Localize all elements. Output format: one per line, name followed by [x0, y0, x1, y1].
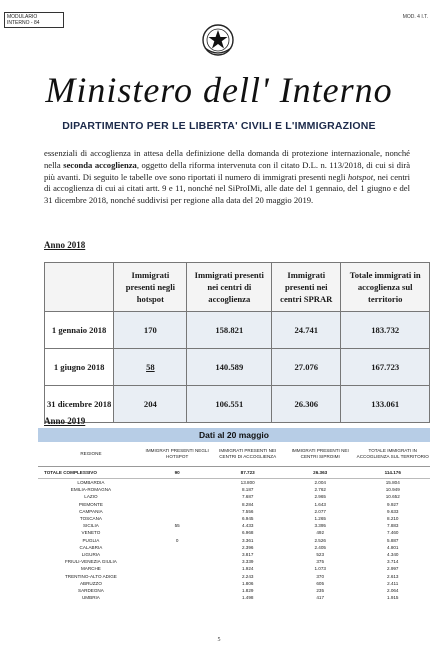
region-name: UMBRIA	[81, 595, 100, 601]
cell	[144, 551, 211, 558]
cell: 183.732	[341, 312, 430, 349]
cell: 133.061	[341, 386, 430, 423]
cell: 2.997	[386, 566, 399, 572]
table-row	[38, 522, 430, 529]
paragraph-part-2: , oggetto della riforma intervenuta con il citato D.L. n. 113/2018, di cui si dirà più avanti. Di seguito le tabelle ove sono riportati il numero di immigrati presenti negli	[44, 159, 411, 182]
cell	[144, 486, 211, 493]
region-name: LOMBARDIA	[77, 480, 105, 485]
region-name: LAZIO	[84, 494, 98, 500]
region-name: PUGLIA	[82, 537, 100, 543]
cell: 24.741	[272, 312, 341, 349]
table-row	[45, 312, 430, 349]
cell: 375	[316, 559, 325, 565]
table-header-row	[45, 263, 430, 312]
table-row	[38, 580, 430, 587]
cell: 15.804	[385, 480, 400, 485]
table-row	[38, 493, 430, 500]
table-row	[38, 587, 430, 594]
cell	[144, 493, 211, 500]
date-banner: Dati al 20 maggio	[38, 428, 430, 442]
table-row	[38, 565, 430, 572]
region-name: VENETO	[81, 530, 101, 536]
cell: 8.187	[241, 487, 254, 493]
cell	[144, 515, 211, 522]
cell: 7.883	[386, 523, 399, 529]
cell: 6.968	[241, 530, 254, 536]
stamp-line-1: MODULARIO	[7, 14, 38, 20]
table-row	[38, 537, 430, 544]
header-cell: TOTALE IMMIGRATI IN ACCOGLIENZA SUL TERRITORIO	[355, 442, 430, 467]
row-date: 1 giugno 2018	[45, 349, 114, 386]
region-name: SARDEGNA	[78, 588, 104, 594]
stamp-line-2: INTERNO - 84	[7, 20, 40, 26]
heading-2018: Anno 2018	[44, 240, 86, 250]
cell: 7.460	[386, 530, 399, 536]
cell: 2.405	[314, 544, 326, 550]
table-row	[38, 558, 430, 565]
region-name: FRIULI-VENEZIA GIULIA	[65, 559, 117, 565]
cell	[144, 587, 211, 594]
region-name: CAMPANIA	[79, 508, 103, 514]
cell: 87.723	[210, 467, 284, 479]
header-cell: Immigrati presenti negli hotspot	[114, 263, 187, 312]
cell: 0	[175, 537, 179, 543]
region-name: TOSCANA	[79, 516, 102, 522]
cell: 106.551	[187, 386, 272, 423]
cell: 2.004	[314, 480, 326, 485]
cell: 235	[316, 588, 325, 594]
table-2018	[44, 262, 430, 423]
cell: 114.176	[355, 467, 430, 479]
cell: 1.915	[386, 595, 399, 601]
cell: 1.924	[241, 566, 254, 572]
cell: 13.800	[240, 480, 255, 485]
table-row	[45, 349, 430, 386]
cell	[144, 501, 211, 508]
cell: 26.363	[285, 467, 356, 479]
table-row	[38, 508, 430, 515]
republic-emblem-icon	[200, 22, 236, 58]
cell	[144, 529, 211, 536]
row-date: 31 dicembre 2018	[45, 386, 114, 423]
cell: 90	[144, 467, 211, 479]
cell: 492	[316, 530, 325, 536]
cell: 1.806	[241, 580, 254, 586]
row-date: 1 gennaio 2018	[45, 312, 114, 349]
cell: 140.589	[187, 349, 272, 386]
cell	[144, 594, 211, 601]
cell: 10.949	[385, 487, 400, 493]
cell: 55	[174, 523, 180, 529]
cell: 7.556	[241, 508, 254, 514]
cell: 1.829	[241, 588, 254, 594]
table-row	[38, 544, 430, 551]
table-row	[38, 529, 430, 536]
cell: 370	[316, 573, 325, 579]
cell: 2.411	[387, 580, 399, 586]
table-row	[38, 594, 430, 601]
cell: 4.433	[241, 523, 254, 529]
cell: 9.927	[386, 501, 399, 507]
document-stamp	[4, 12, 64, 28]
cell	[144, 565, 211, 572]
paragraph-part-3: , nei centri di accoglienza di cui ai citati artt. 9 e 11, nonché nel SiProIMi, alle date del 1 gennaio, del 1 giugno e del 31 dicembre 2018, nonché suddivisi per regione alla data del 20 maggio 2019.	[44, 171, 410, 206]
cell: 3.361	[241, 537, 254, 543]
cell: 7.687	[241, 494, 254, 500]
table-2019	[38, 442, 430, 601]
body-paragraph	[44, 148, 410, 207]
region-name: SICILIA	[83, 523, 99, 529]
cell: 8.284	[241, 501, 254, 507]
module-reference: MOD. 4 I.T.	[402, 14, 428, 20]
region-name: CALABRIA	[79, 544, 103, 550]
header-cell: Totale immigrati in accoglienza sul territorio	[341, 263, 430, 312]
cell: 3.339	[241, 559, 254, 565]
header-cell: IMMIGRATI PRESENTI NEI CENTRI SIPROIMI	[285, 442, 356, 467]
table-row	[38, 501, 430, 508]
total-row	[38, 467, 430, 479]
cell: 605	[316, 580, 325, 586]
cell: 167.723	[341, 349, 430, 386]
region-name: ABRUZZO	[79, 580, 102, 586]
cell: 1.265	[314, 516, 326, 522]
cell: 417	[316, 595, 325, 601]
cell: 2.077	[314, 508, 326, 514]
ministry-name: Ministero dell' Interno	[45, 70, 393, 110]
cell: 4.340	[386, 552, 399, 558]
cell: 158.821	[187, 312, 272, 349]
cell: 523	[316, 552, 325, 558]
table-row	[38, 573, 430, 580]
cell	[144, 573, 211, 580]
cell: 2.243	[241, 573, 254, 579]
header-cell	[45, 263, 114, 312]
header-cell: Immigrati presenti nei centri SPRAR	[272, 263, 341, 312]
cell: 1.498	[241, 595, 254, 601]
cell: 2.396	[241, 544, 254, 550]
cell: 2.762	[314, 487, 326, 493]
table-row	[38, 479, 430, 487]
cell: 9.633	[386, 508, 399, 514]
table-row	[38, 515, 430, 522]
cell: 3.817	[241, 552, 254, 558]
cell: 1.073	[314, 566, 326, 572]
region-name: EMILIA-ROMAGNA	[70, 487, 112, 493]
header-cell: IMMIGRATI PRESENTI NEI CENTRI DI ACCOGLIENZA	[210, 442, 284, 467]
table-header-row	[38, 442, 430, 467]
cell	[144, 508, 211, 515]
region-name: LIGURIA	[81, 552, 101, 558]
cell: 2.526	[314, 537, 326, 543]
cell: 58	[114, 349, 187, 386]
cell	[144, 544, 211, 551]
table-row	[38, 486, 430, 493]
paragraph-italic: hotspot	[347, 171, 374, 182]
cell	[144, 580, 211, 587]
cell: 2.613	[386, 573, 399, 579]
header-cell: REGIONE	[38, 442, 144, 467]
cell	[144, 479, 211, 487]
cell: 10.652	[385, 494, 400, 500]
cell: 2.064	[386, 588, 399, 594]
cell: 4.801	[386, 544, 399, 550]
cell	[144, 558, 211, 565]
region-name: MARCHE	[80, 566, 101, 572]
header-cell: Immigrati presenti nei centri di accoglienza	[187, 263, 272, 312]
cell: 170	[114, 312, 187, 349]
cell: 8.210	[386, 516, 399, 522]
table-row	[38, 551, 430, 558]
heading-2019: Anno 2019	[44, 416, 86, 426]
cell: 27.076	[272, 349, 341, 386]
paragraph-bold: seconda accoglienza	[63, 159, 137, 170]
department-title: DIPARTIMENTO PER LE LIBERTA' CIVILI E L'IMMIGRAZIONE	[62, 120, 376, 132]
region-name: PIEMONTE	[78, 501, 103, 507]
cell: 2.965	[314, 494, 326, 500]
paragraph-part-1: essenziali di accoglienza in attesa della definizione della domanda di protezione internazionale, nonché nella	[44, 148, 410, 170]
table-row	[45, 386, 430, 423]
cell: 6.945	[241, 516, 254, 522]
cell: 3.714	[386, 559, 399, 565]
cell: 204	[114, 386, 187, 423]
page-number: 5	[217, 637, 221, 643]
header-cell: IMMIGRATI PRESENTI NEGLI HOTSPOT	[144, 442, 211, 467]
cell: 3.395	[314, 523, 326, 529]
cell: TOTALE COMPLESSIVO	[38, 467, 144, 479]
cell: 26.306	[272, 386, 341, 423]
cell: 1.643	[314, 501, 326, 507]
cell: 5.887	[386, 537, 399, 543]
region-name: TRENTINO-ALTO ADIGE	[64, 573, 117, 579]
